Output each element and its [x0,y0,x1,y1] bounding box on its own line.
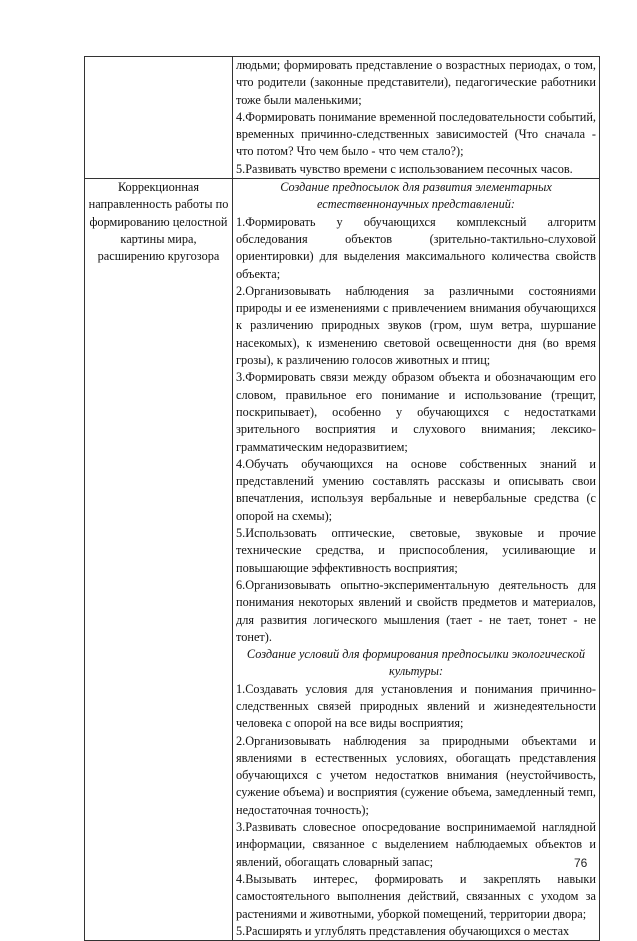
paragraph: 2.Организовывать наблюдения за различными состояниями природы и ее изменениями с привлечением внимания обучающихся к различению природных звуков (гром, шум ветра, шуршание насекомых), к изменению световой освещенности дня (во время грозы), к различению голосов животных и птиц; [236,283,596,368]
paragraph: 5.Развивать чувство времени с использованием песочных часов. [236,161,573,176]
table-cell-right [233,57,600,179]
paragraph: 4.Вызывать интерес, формировать и закреплять навыки самостоятельного выполнения действий, связанных с уходом за растениями и животными, уборкой помещений, территории двора; [236,871,596,921]
page-number: 76 [574,856,588,870]
section-heading: Создание предпосылок для развития элементарных естественнонаучных представлений: [280,180,552,212]
paragraph: людьми; формировать представление о возрастных периодах, о том, что родители (законные представители), педагогические работники тоже были маленькими; [236,58,596,107]
paragraph: 6.Организовывать опытно-экспериментальную деятельность для понимания некоторых явлений и свойств предметов и материалов, для развития логического мышления (тает - не тает, тонет - не тонет). [236,577,596,644]
table-cell-left: Коррекционная направленность работы по формированию целостной картины мира, расширению кругозора [85,179,233,941]
paragraph: 2.Организовывать наблюдения за природными объектами и явлениями в естественных условиях, обогащать представления обучающихся с учетом недостатков внимания (неустойчивость, сужение объема) и восприятия (сужение объема, замедленный темп, недостаточная точность); [236,733,596,817]
paragraph: 1.Создавать условия для установления и понимания причинно-следственных связей природных явлений и жизнедеятельности человека с опорой на все виды восприятия; [236,681,596,731]
table-row [85,57,600,179]
section-heading: Создание условий для формирования предпосылки экологической культуры: [246,647,586,679]
paragraph: 4.Обучать обучающихся на основе собственных знаний и представлений умению составлять рассказы и описывать свои впечатления, используя вербальные и невербальные средства (с опорой на схемы); [236,456,596,523]
paragraph: 3.Формировать связи между образом объекта и обозначающим его словом, правильное его понимание и использование (трещит, поскрипывает), особенно у обучающихся с недостатками зрительного восприятия и слухового внимания; лексико-грамматическим недоразвитием; [236,370,596,454]
content-table [84,56,600,941]
table-row [85,179,600,941]
paragraph: 1.Формировать у обучающихся комплексный алгоритм обследования объектов (зрительно-тактильно-слуховой ориентировки) для выделения максимального количества свойств объекта; [236,214,596,281]
paragraph: 5.Использовать оптические, световые, звуковые и прочие технические средства, и приспособления, усиливающие и повышающие эффективность восприятия; [236,526,596,575]
table-cell-left [85,57,233,179]
paragraph: 3.Развивать словесное опосредование воспринимаемой наглядной информации, связанное с выделением наблюдаемых объектов и явлений, обогащать словарный запас; [236,820,596,869]
paragraph: 5.Расширять и углублять представления обучающихся о местах [236,923,570,938]
table-cell-right [233,179,600,941]
paragraph: 4.Формировать понимание временной последовательности событий, временных причинно-следственных зависимостей (Что сначала - что потом? Что чем было - что чем стало?); [236,109,596,159]
